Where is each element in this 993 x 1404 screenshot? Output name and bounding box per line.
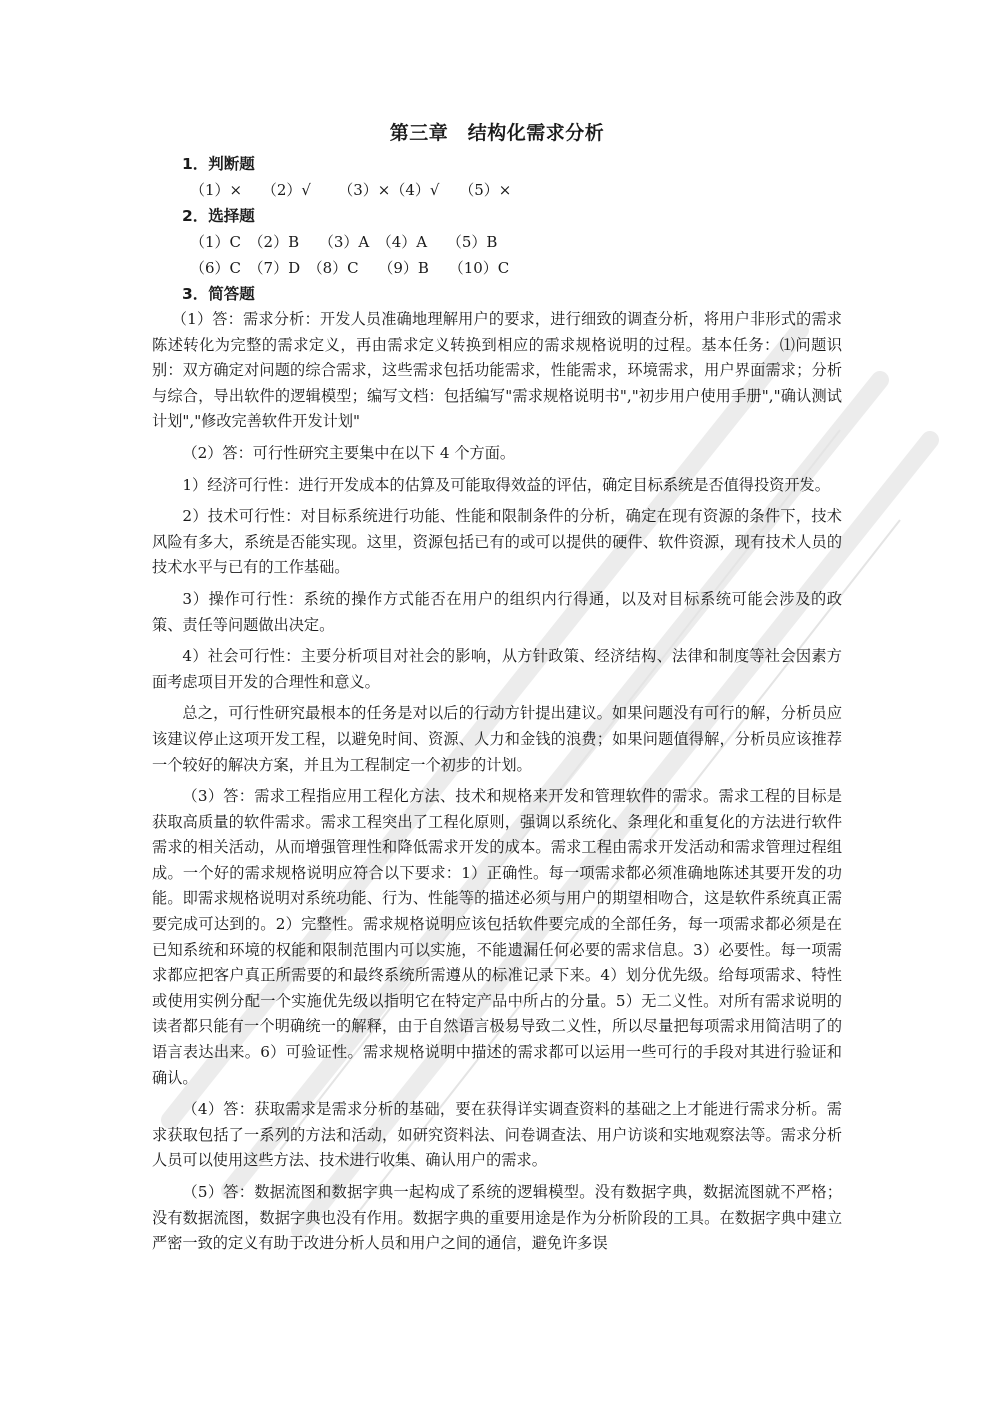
section-heading-short-answer: 3．简答题: [182, 285, 255, 303]
answer-2-social-feasibility: 4）社会可行性：主要分析项目对社会的影响，从方针政策、经济结构、法律和制度等社会因素方面考虑项目开发的合理性和意义。: [152, 647, 842, 691]
section-heading-multiple-choice: 2．选择题: [182, 207, 255, 225]
multiple-choice-answers-row-1: （1）C （2）B （3）A （4）A （5）B: [190, 233, 498, 251]
document-page: [152, 118, 842, 1263]
answer-5-paragraph: （5）答：数据流图和数据字典一起构成了系统的逻辑模型。没有数据字典，数据流图就不严格；没有数据流图，数据字典也没有作用。数据字典的重要用途是作为分析阶段的工具。在数据字典中建立严密一致的定义有助于改进分析人员和用户之间的通信，避免许多误: [152, 1183, 842, 1253]
chapter-title: 第三章 结构化需求分析: [389, 122, 605, 144]
answer-2-technical-feasibility: 2）技术可行性：对目标系统进行功能、性能和限制条件的分析，确定在现有资源的条件下，技术风险有多大，系统是否能实现。这里，资源包括已有的或可以提供的硬件、软件资源，现有技术人员的技术水平与已有的工作基础。: [152, 507, 842, 577]
answer-2-economic-feasibility: 1）经济可行性：进行开发成本的估算及可能取得效益的评估，确定目标系统是否值得投资开发。: [182, 475, 830, 494]
answer-3-paragraph: （3）答：需求工程指应用工程化方法、技术和规格来开发和管理软件的需求。需求工程的目标是获取高质量的软件需求。需求工程突出了工程化原则，强调以系统化、条理化和重复化的方法进行软件需求的相关活动，从而增强管理性和降低需求开发的成本。需求工程由需求开发活动和需求管理过程组成。一个好的需求规格说明应符合以下要求：1）正确性。每一项需求都必须准确地陈述其要开发的功能。即需求规格说明对系统功能、行为、性能等的描述必须与用户的期望相吻合，这是软件系统真正需要完成可达到的。2）完整性。需求规格说明应该包括软件要完成的全部任务，每一项需求都必须是在已知系统和环境的权能和限制范围内可以实施，不能遗漏任何必要的需求信息。3）必要性。每一项需求都应把客户真正所需要的和最终系统所需遵从的标准记录下来。4）划分优先级。给每项需求、特性或使用实例分配一个实施优先级以指明它在特定产品中所占的分量。5）无二义性。对所有需求说明的读者都只能有一个明确统一的解释，由于自然语言极易导致二义性，所以尽量把每项需求用简洁明了的语言表达出来。6）可验证性。需求规格说明中描述的需求都可以运用一些可行的手段对其进行验证和确认。: [152, 787, 842, 1087]
answer-4-paragraph: （4）答：获取需求是需求分析的基础，要在获得详实调查资料的基础之上才能进行需求分析。需求获取包括了一系列的方法和活动，如研究资料法、问卷调查法、用户访谈和实地观察法等。需求分析人员可以使用这些方法、技术进行收集、确认用户的需求。: [152, 1100, 842, 1170]
section-heading-true-false: 1．判断题: [182, 155, 255, 173]
true-false-answers: （1）× （2）√ （3）×（4）√ （5）×: [190, 181, 512, 199]
answer-2-operational-feasibility: 3）操作可行性：系统的操作方式能否在用户的组织内行得通，以及对目标系统可能会涉及的政策、责任等问题做出决定。: [152, 589, 842, 634]
answer-1-paragraph: （1）答：需求分析：开发人员准确地理解用户的要求，进行细致的调查分析，将用户非形式的需求陈述转化为完整的需求定义，再由需求定义转换到相应的需求规格说明的过程。基本任务：⑴问题识别：双方确定对问题的综合需求，这些需求包括功能需求，性能需求，环境需求，用户界面需求；分析与综合，导出软件的逻辑模型；编写文档：包括编写"需求规格说明书","初步用户使用手册","确认测试计划","修改完善软件开发计划": [152, 310, 842, 431]
answer-2-intro: （2）答：可行性研究主要集中在以下 4 个方面。: [182, 443, 516, 462]
multiple-choice-answers-row-2: （6）C （7）D （8）C （9）B （10）C: [190, 259, 510, 277]
answer-2-summary: 总之，可行性研究最根本的任务是对以后的行动方针提出建议。如果问题没有可行的解，分析员应该建议停止这项开发工程，以避免时间、资源、人力和金钱的浪费；如果问题值得解，分析员应该推荐一个较好的解决方案，并且为工程制定一个初步的计划。: [152, 704, 842, 774]
